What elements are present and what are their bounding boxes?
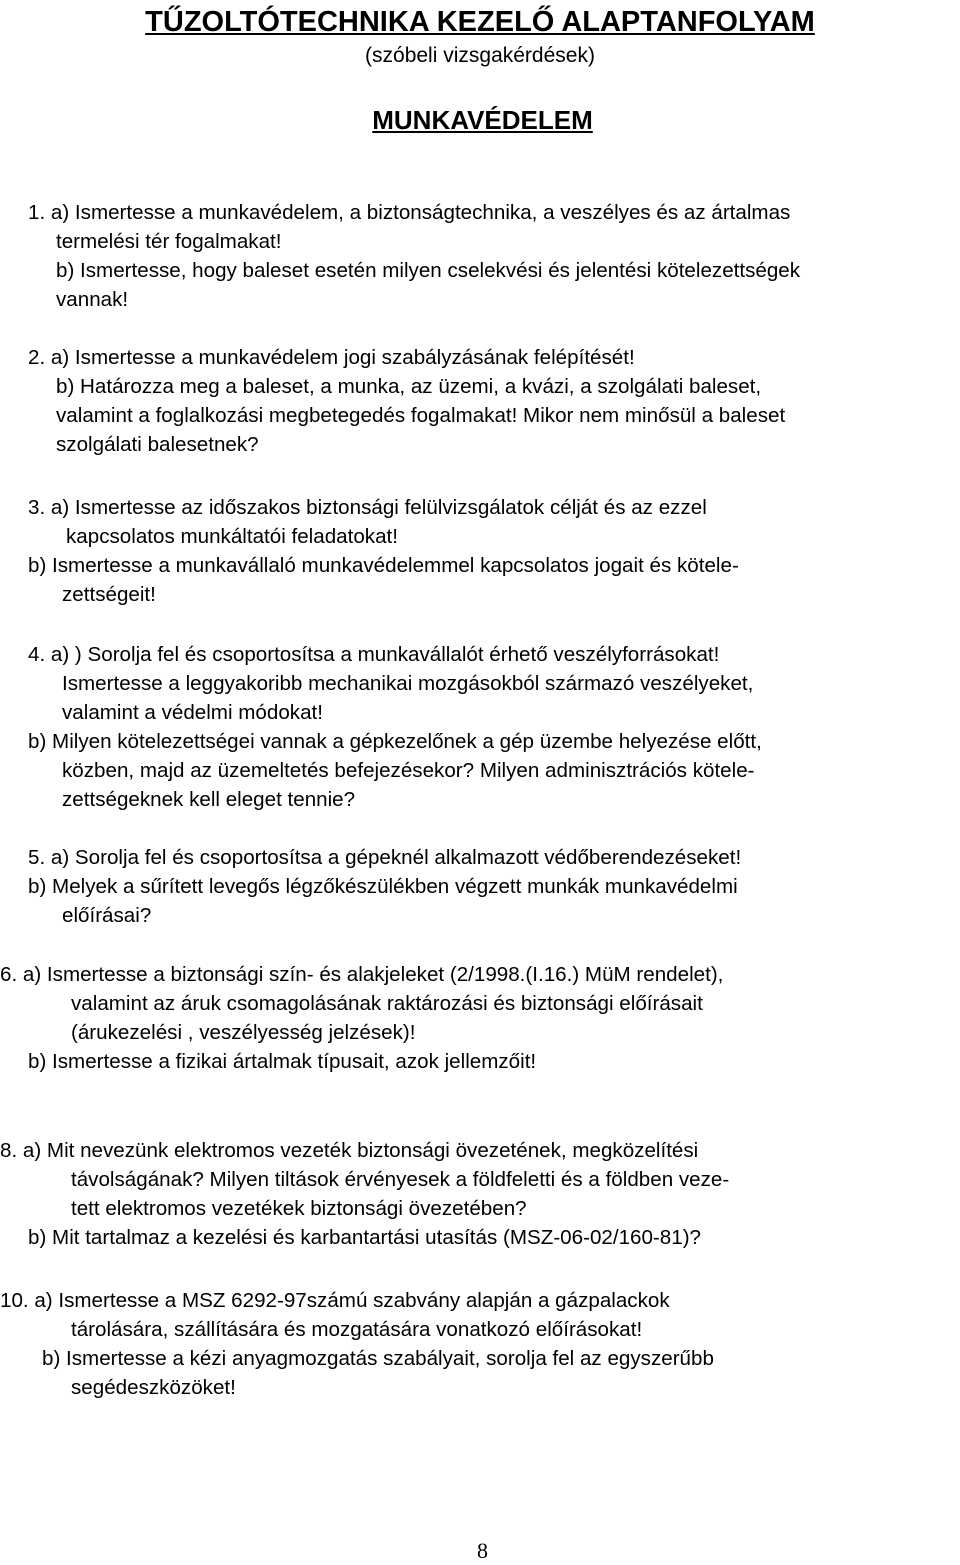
question-line: b) Határozza meg a baleset, a munka, az üzemi, a kvázi, a szolgálati baleset,	[56, 375, 762, 398]
question-line: 2. a) Ismertesse a munkavédelem jogi szabályzásának felépítését!	[28, 346, 635, 369]
question-line: távolságának? Milyen tiltások érvényesek a földfeletti és a földben veze-	[71, 1168, 730, 1191]
question-line: előírásai?	[62, 904, 152, 927]
question-line: b) Melyek a sűrített levegős légzőkészülékben végzett munkák munkavédelmi	[28, 875, 738, 898]
question-line: valamint a védelmi módokat!	[62, 701, 323, 724]
question-line: 5. a) Sorolja fel és csoportosítsa a gépeknél alkalmazott védőberendezéseket!	[28, 846, 742, 869]
question-line: b) Ismertesse a munkavállaló munkavédelemmel kapcsolatos jogait és kötele-	[28, 554, 739, 577]
question-line: valamint a foglalkozási megbetegedés fogalmakat! Mikor nem minősül a baleset	[56, 404, 786, 427]
section-title: MUNKAVÉDELEM	[372, 105, 593, 135]
question-line: kapcsolatos munkáltatói feladatokat!	[66, 525, 398, 548]
question-line: Ismertesse a leggyakoribb mechanikai mozgásokból származó veszélyeket,	[62, 672, 754, 695]
question-line: segédeszközöket!	[71, 1376, 236, 1399]
question-line: szolgálati balesetnek?	[56, 433, 259, 456]
question-line: b) Ismertesse a kézi anyagmozgatás szabályait, sorolja fel az egyszerűbb	[42, 1347, 714, 1370]
page-title: TŰZOLTÓTECHNIKA KEZELŐ ALAPTANFOLYAM	[145, 6, 815, 38]
question-line: b) Ismertesse a fizikai ártalmak típusait, azok jellemzőit!	[28, 1050, 537, 1073]
question-line: zettségeit!	[62, 583, 156, 606]
question-line: valamint az áruk csomagolásának raktározási és biztonsági előírásait	[71, 992, 703, 1015]
question-line: közben, majd az üzemeltetés befejezésekor? Milyen adminisztrációs kötele-	[62, 759, 755, 782]
question-line: 4. a) ) Sorolja fel és csoportosítsa a munkavállalót érhető veszélyforrásokat!	[28, 643, 720, 666]
question-line: zettségeknek kell eleget tennie?	[62, 788, 356, 811]
question-line: (árukezelési , veszélyesség jelzések)!	[71, 1021, 416, 1044]
page-subtitle: (szóbeli vizsgakérdések)	[365, 44, 595, 67]
question-line: b) Milyen kötelezettségei vannak a gépkezelőnek a gép üzembe helyezése előtt,	[28, 730, 762, 753]
question-line: b) Mit tartalmaz a kezelési és karbantartási utasítás (MSZ-06-02/160-81)?	[28, 1226, 702, 1249]
question-line: termelési tér fogalmakat!	[56, 230, 282, 253]
question-line: b) Ismertesse, hogy baleset esetén milyen cselekvési és jelentési kötelezettségek	[56, 259, 801, 282]
question-line: tárolására, szállítására és mozgatására vonatkozó előírásokat!	[71, 1318, 643, 1341]
question-line: tett elektromos vezetékek biztonsági övezetében?	[71, 1197, 527, 1220]
page-number: 8	[477, 1538, 488, 1563]
question-line: 10. a) Ismertesse a MSZ 6292-97számú szabvány alapján a gázpalackok	[0, 1289, 670, 1312]
question-line: 6. a) Ismertesse a biztonsági szín- és alakjeleket (2/1998.(I.16.) MüM rendelet),	[0, 963, 724, 986]
question-line: 3. a) Ismertesse az időszakos biztonsági felülvizsgálatok célját és az ezzel	[28, 496, 707, 519]
question-line: 1. a) Ismertesse a munkavédelem, a biztonságtechnika, a veszélyes és az ártalmas	[28, 201, 791, 224]
question-line: 8. a) Mit nevezünk elektromos vezeték biztonsági övezetének, megközelítési	[0, 1139, 699, 1162]
question-line: vannak!	[56, 288, 129, 311]
